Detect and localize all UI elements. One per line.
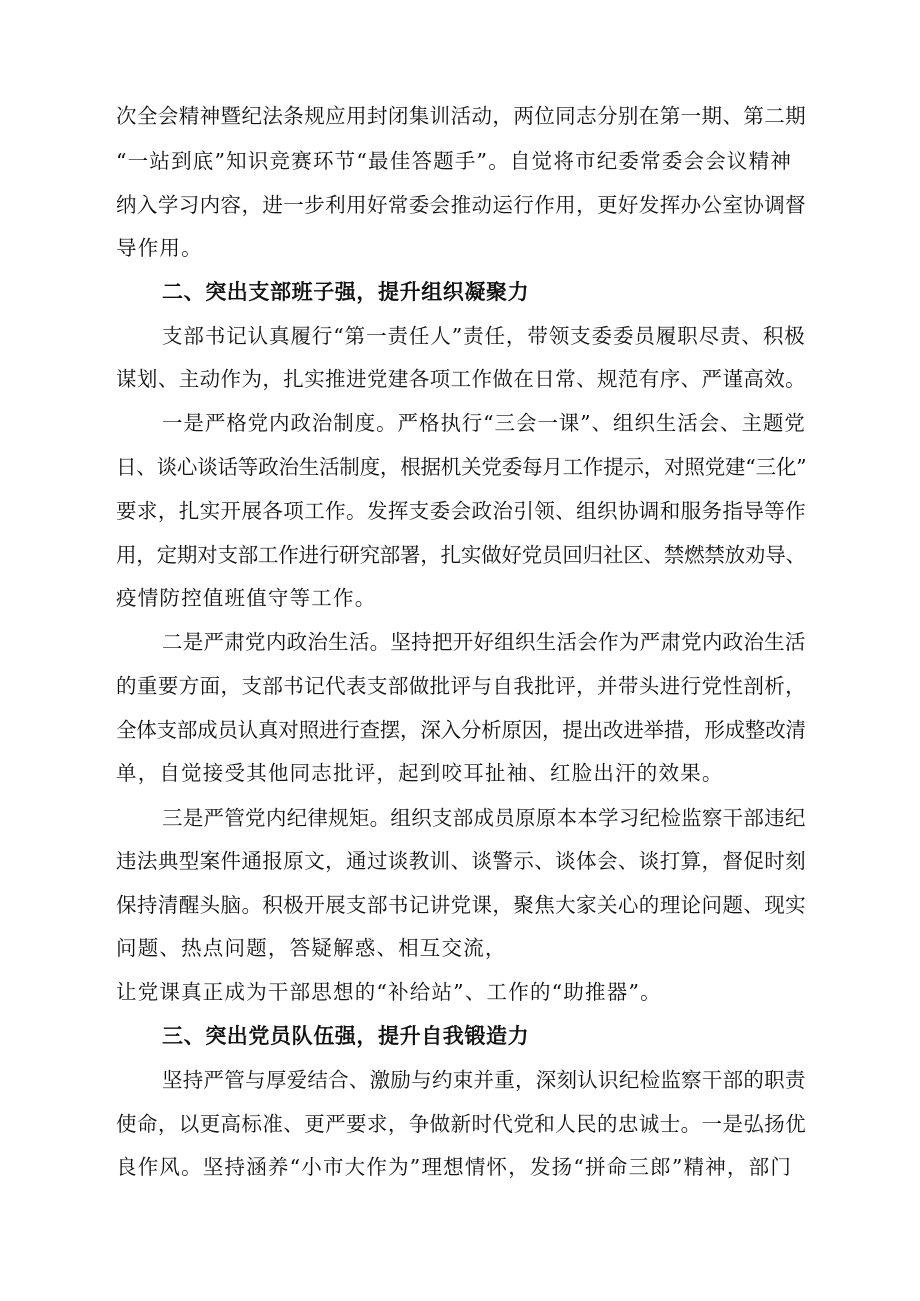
paragraph-start-line: 三是严管党内纪律规矩。组织支部成员原原本本学习纪检监察干部违纪 [162,806,806,830]
body-text-line: 良作风。坚持涵养“小市大作为”理想情怀，发扬“拼命三郎”精神，部门 [116,1155,793,1179]
body-text-line: 单，自觉接受其他同志批评，起到咬耳扯袖、红脸出汗的效果。 [116,761,724,785]
paragraph-start-line: 一是严格党内政治制度。严格执行“三会一课”、组织生活会、主题党 [162,411,806,435]
body-text-line: 次全会精神暨纪法条规应用封闭集训活动，两位同志分别在第一期、第二期 [116,104,807,128]
body-text-line: “一站到底”知识竞赛环节“最佳答题手”。自觉将市纪委常委会会议精神 [116,149,793,173]
body-text-line: 导作用。 [116,236,203,260]
body-text-line: 谋划、主动作为，扎实推进党建各项工作做在日常、规范有序、严谨高效。 [116,367,807,391]
paragraph-start-line: 支部书记认真履行“第一责任人”责任，带领支委委员履职尽责、积极 [162,324,806,348]
body-text-line: 日、谈心谈话等政治生活制度，根据机关党委每月工作提示，对照党建“三化” [116,455,807,479]
body-text-line: 违法典型案件通报原文，通过谈教训、谈警示、谈体会、谈打算，督促时刻 [116,849,807,873]
body-text-line: 疫情防控值班值守等工作。 [116,586,377,610]
body-text-line: 的重要方面，支部书记代表支部做批评与自我批评，并带头进行党性剖析， [116,674,807,698]
body-text-line: 全体支部成员认真对照进行查摆，深入分析原因，提出改进举措，形成整改清 [116,718,806,742]
body-text-line: 用，定期对支部工作进行研究部署，扎实做好党员回归社区、禁燃禁放劝导、 [116,543,806,567]
paragraph-start-line: 坚持严管与厚爱结合、激励与约束并重，深刻认识纪检监察干部的职责 [162,1068,806,1092]
body-text-line: 保持清醒头脑。积极开展支部书记讲党课，聚焦大家关心的理论问题、现实 [116,893,807,917]
body-text-line: 纳入学习内容，进一步利用好常委会推动运行作用，更好发挥办公室协调督 [116,193,807,217]
section-heading-3: 三、突出党员队伍强，提升自我锻造力 [162,1024,530,1048]
body-text-line: 让党课真正成为干部思想的“补给站”、工作的“助推器”。 [116,980,662,1004]
paragraph-start-line: 二是严肃党内政治生活。坚持把开好组织生活会作为严肃党内政治生活 [162,630,806,654]
body-text-line: 要求，扎实开展各项工作。发挥支委会政治引领、组织协调和服务指导等作 [116,499,807,523]
section-heading-2: 二、突出支部班子强，提升组织凝聚力 [162,280,530,304]
body-text-line: 使命，以更高标准、更严要求，争做新时代党和人民的忠诚士。一是弘扬优 [116,1112,807,1136]
body-text-line: 问题、热点问题，答疑解惑、相互交流， [116,936,507,960]
